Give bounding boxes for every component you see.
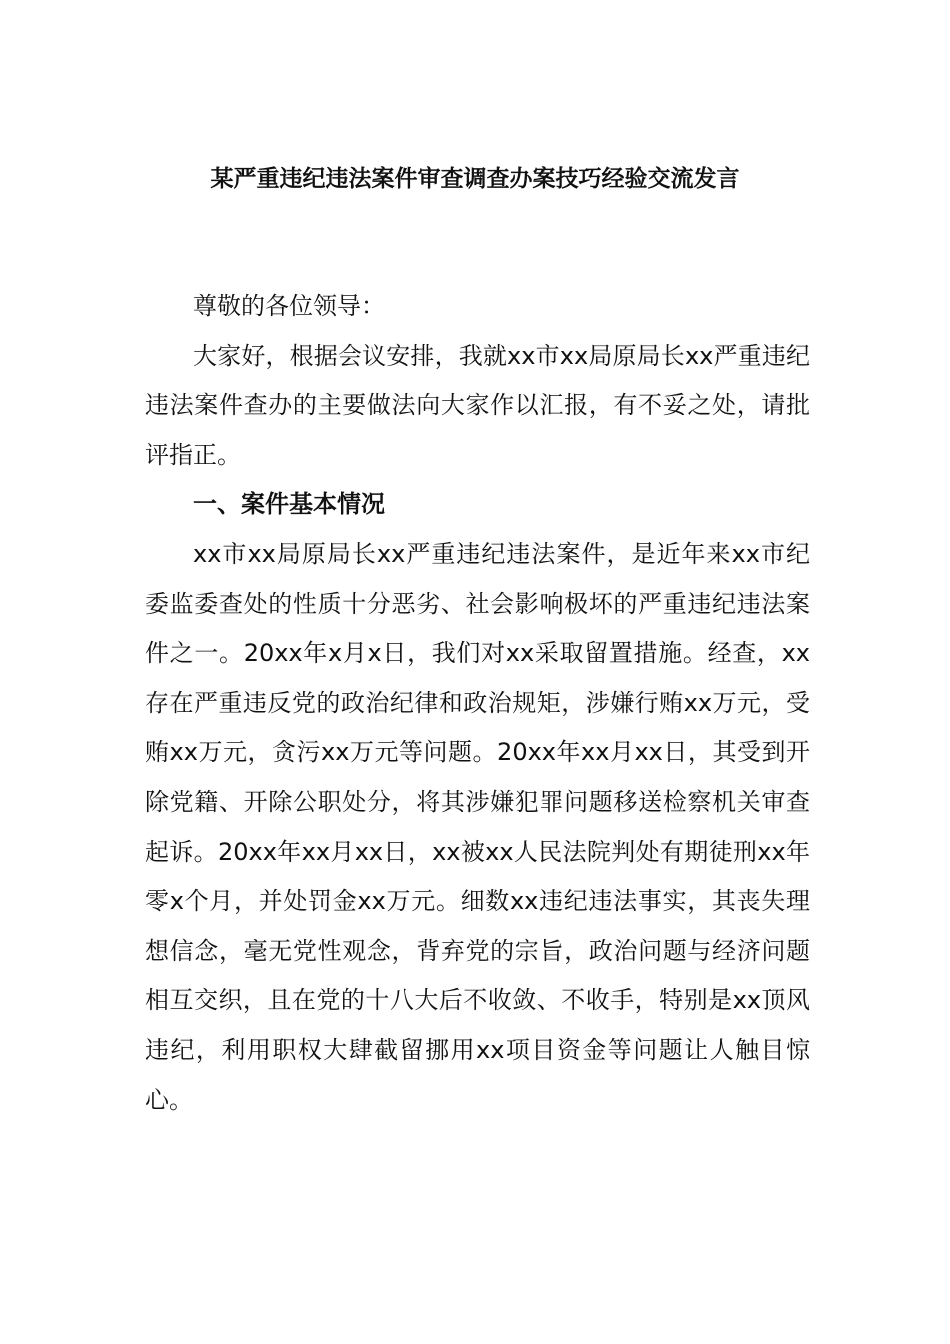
- section-paragraph: xx市xx局原局长xx严重违纪违法案件，是近年来xx市纪委监委查处的性质十分恶劣、社会影响极坏的严重违纪违法案件之一。20xx年x月x日，我们对xx采取留置措施。经查，xx存在严重违反党的政治纪律和政治规矩，涉嫌行贿xx万元，受贿xx万元，贪污xx万元等问题。20xx年xx月xx日，其受到开除党籍、开除公职处分，将其涉嫌犯罪问题移送检察机关审查起诉。20xx年xx月xx日，xx被xx人民法院判处有期徒刑xx年零x个月，并处罚金xx万元。细数xx违纪违法事实，其丧失理想信念，毫无党性观念，背弃党的宗旨，政治问题与经济问题相互交织，且在党的十八大后不收敛、不收手，特别是xx顶风违纪，利用职权大肆截留挪用xx项目资金等问题让人触目惊心。: [145, 539, 810, 1114]
- salutation: 尊敬的各位领导：: [193, 292, 385, 320]
- document-body: [145, 282, 810, 1125]
- document-title: 某严重违纪违法案件审查调查办案技巧经验交流发言: [210, 166, 740, 192]
- section-heading: 一、案件基本情况: [193, 490, 385, 519]
- intro-paragraph: 大家好，根据会议安排，我就xx市xx局原局长xx严重违纪违法案件查办的主要做法向大家作以汇报，有不妥之处，请批评指正。: [145, 341, 810, 469]
